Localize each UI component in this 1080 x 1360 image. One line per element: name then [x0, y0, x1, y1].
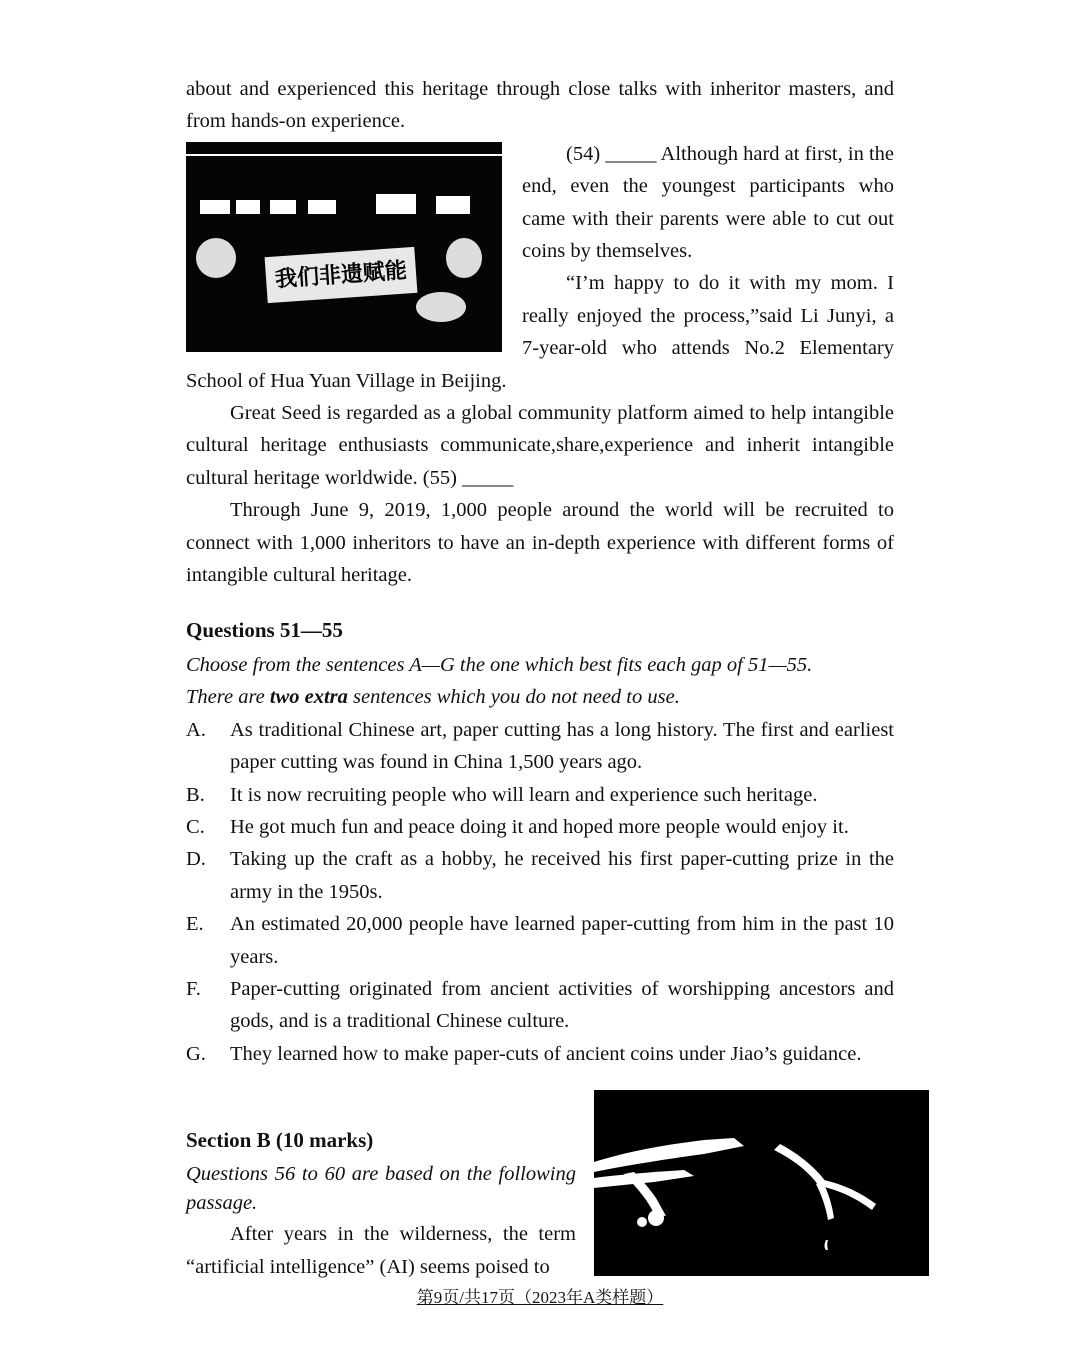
option-c: C. He got much fun and peace doing it and hoped more people would enjoy it.: [186, 815, 849, 838]
option-g: G. They learned how to make paper-cuts of ancient coins under Jiao’s guidance.: [186, 1042, 862, 1065]
section-b-heading: Section B (10 marks): [186, 1128, 374, 1152]
paragraph-54: (54) _____ Although hard at first, in the end, even the youngest participants who came with their parents were able to cut out coins by themselves.: [522, 142, 894, 263]
questions-heading: Questions 51—55: [186, 617, 343, 642]
option-e: E. An estimated 20,000 people have learned paper-cutting from him in the past 10 years.: [186, 913, 894, 968]
option-a: A. As traditional Chinese art, paper cutting has a long history. The first and earliest paper cutting was found in China 1,500 years ago.: [186, 718, 894, 774]
questions-instruction-2: There are two extra sentences which you do not need to use.: [186, 686, 680, 709]
options-list: [186, 714, 894, 1070]
robot-hand-photo: [594, 1090, 929, 1276]
june-paragraph: Through June 9, 2019, 1,000 people around the world will be recruited to connect with 1,000 inheritors to have an in-depth experience with different forms of intangible cultural heritage.: [186, 499, 894, 587]
paper-cutting-event-photo: [186, 142, 502, 352]
option-b: B. It is now recruiting people who will learn and experience such heritage.: [186, 783, 818, 806]
page-footer: [0, 1286, 1080, 1310]
great-seed-paragraph: Great Seed is regarded as a global community platform aimed to help intangible cultural heritage enthusiasts communicate,share,experience and inherit intangible cultural heritage worldwide. (55) _____: [186, 402, 894, 489]
section-b-paragraph: After years in the wilderness, the term “artificial intelligence” (AI) seems poised to: [186, 1223, 576, 1278]
intro-paragraph: about and experienced this heritage through close talks with inheritor masters, and from hands-on experience.: [186, 78, 894, 133]
option-f: F. Paper-cutting originated from ancient activities of worshipping ancestors and gods, and is a traditional Chinese culture.: [186, 977, 894, 1033]
event-banner: 我们非遗赋能: [265, 247, 418, 303]
extra-count-emphasis: two extra: [269, 686, 348, 709]
quote-paragraph: “I’m happy to do it with my mom. I really enjoyed the process,”said Li Junyi, a 7-year-old who attends No.2 Elementary School of Hua Yuan Village in Beijing.: [186, 272, 894, 392]
section-b-instruction: Questions 56 to 60 are based on the following passage.: [186, 1163, 576, 1215]
robot-hand-illustration: [594, 1090, 929, 1276]
page-number: 第9页/共17页（2023年A类样题）: [416, 1288, 664, 1307]
passage-top: [186, 73, 894, 1070]
questions-instruction-1: Choose from the sentences A—G the one which best fits each gap of 51—55.: [186, 653, 813, 676]
section-b: [186, 1124, 576, 1283]
option-d: D. Taking up the craft as a hobby, he received his first paper-cutting prize in the army in the 1950s.: [186, 848, 894, 903]
